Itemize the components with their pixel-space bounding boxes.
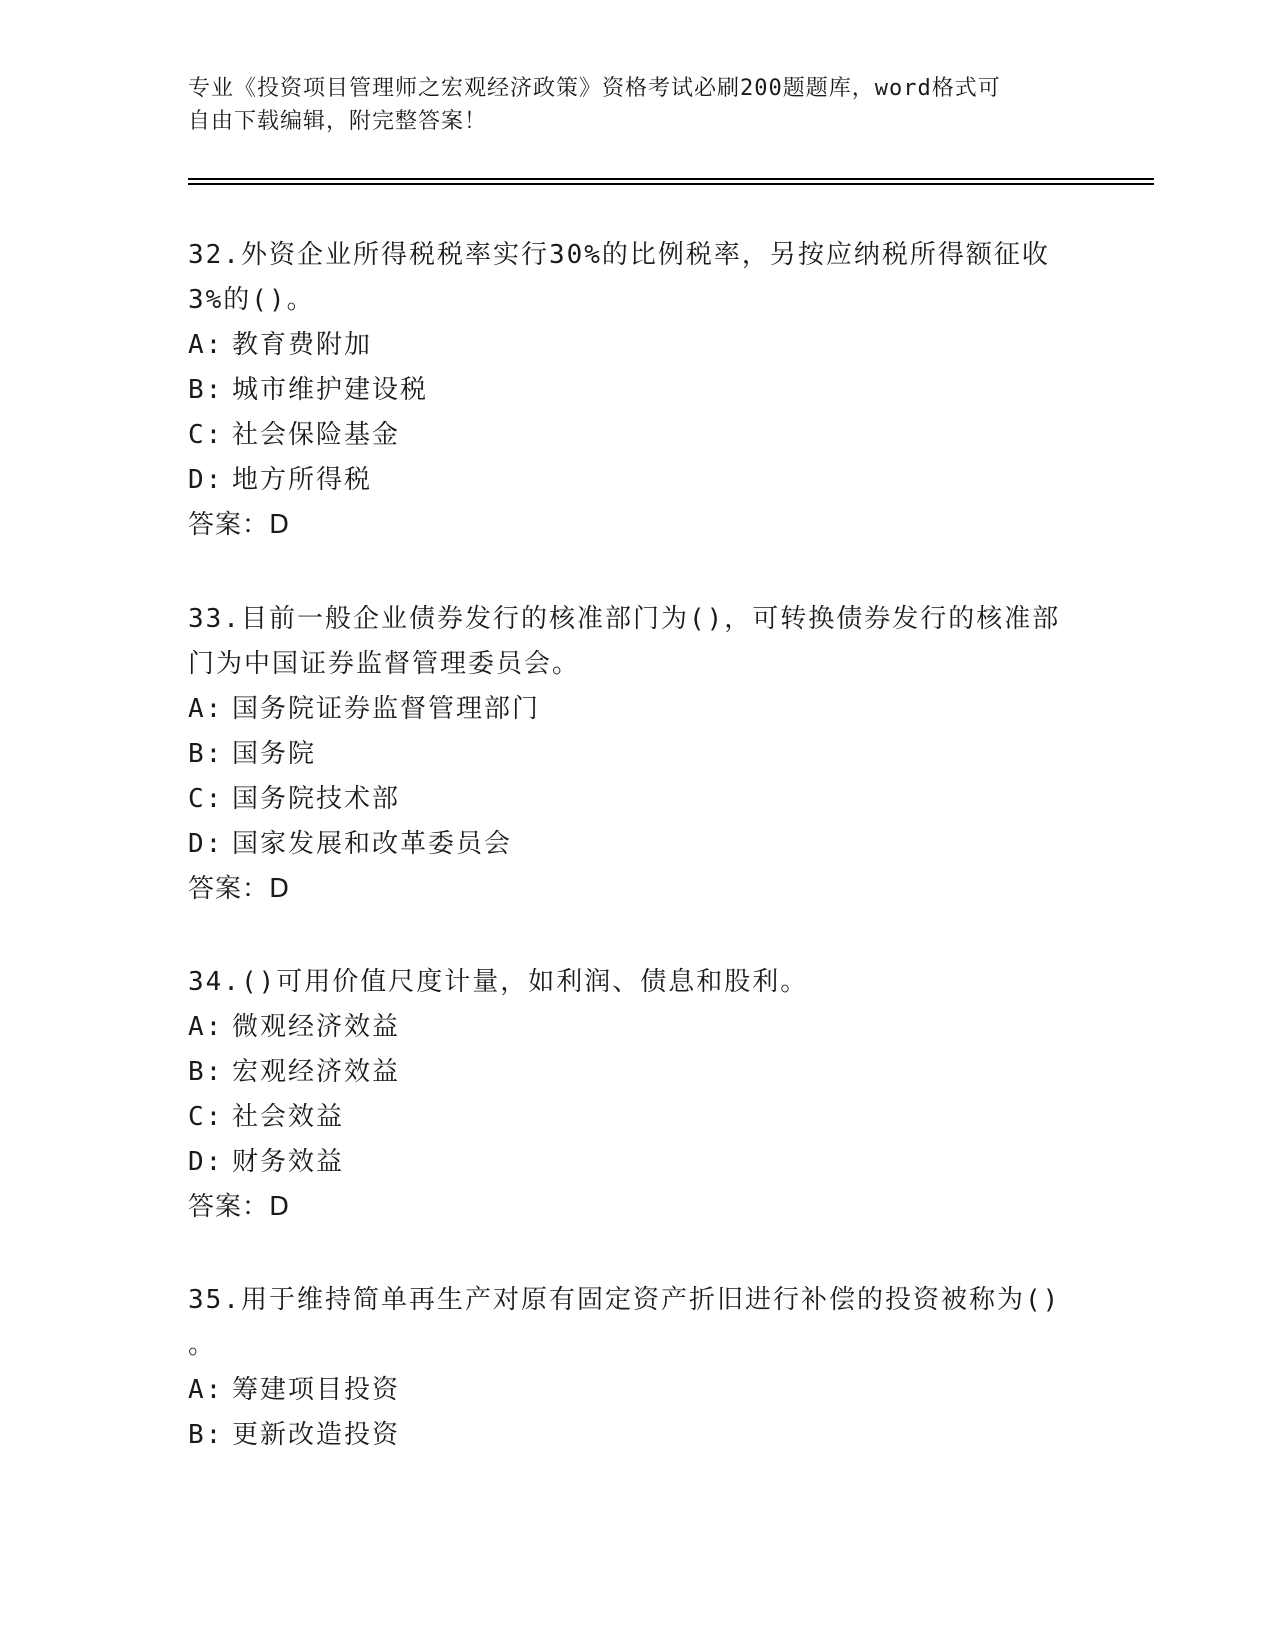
option-text: 筹建项目投资 — [232, 1375, 401, 1405]
option-label: B: — [188, 375, 224, 405]
question-stem-continued: 。 — [188, 1330, 217, 1360]
option-a — [188, 323, 1088, 368]
question-34 — [188, 960, 1088, 1230]
option-label: A: — [188, 1375, 224, 1405]
option-label: D: — [188, 829, 224, 859]
option-label: B: — [188, 739, 224, 769]
option-text: 社会保险基金 — [232, 420, 401, 450]
option-c — [188, 777, 1088, 822]
option-label: C: — [188, 420, 224, 450]
header-divider-bottom — [188, 183, 1154, 185]
option-c — [188, 413, 1088, 458]
header-divider-top — [188, 178, 1154, 180]
option-label: D: — [188, 465, 224, 495]
option-text: 财务效益 — [232, 1147, 345, 1177]
option-text: 国家发展和改革委员会 — [232, 829, 513, 859]
answer: 答案：D — [188, 510, 291, 540]
option-text: 国务院证券监督管理部门 — [232, 694, 541, 724]
question-32 — [188, 233, 1088, 548]
question-stem-continued: 3%的()。 — [188, 285, 315, 315]
question-33 — [188, 597, 1088, 912]
option-label: C: — [188, 1102, 224, 1132]
question-stem: 32.外资企业所得税税率实行30%的比例税率，另按应纳税所得额征收 — [188, 240, 1050, 270]
header-line-2: 自由下载编辑，附完整答案！ — [188, 109, 488, 134]
option-d — [188, 458, 1088, 503]
question-stem: 33.目前一般企业债券发行的核准部门为()，可转换债券发行的核准部 — [188, 604, 1061, 634]
option-a — [188, 1005, 1088, 1050]
option-label: B: — [188, 1420, 224, 1450]
document-header — [188, 72, 1068, 138]
option-text: 宏观经济效益 — [232, 1057, 401, 1087]
option-text: 更新改造投资 — [232, 1420, 401, 1450]
answer: 答案：D — [188, 1192, 291, 1222]
option-a — [188, 687, 1088, 732]
option-text: 城市维护建设税 — [232, 375, 429, 405]
option-b — [188, 368, 1088, 413]
option-b — [188, 732, 1088, 777]
option-text: 社会效益 — [232, 1102, 345, 1132]
option-text: 教育费附加 — [232, 330, 373, 360]
option-text: 国务院 — [232, 739, 317, 769]
option-label: A: — [188, 694, 224, 724]
option-a — [188, 1368, 1088, 1413]
question-stem: 34.()可用价值尺度计量，如利润、债息和股利。 — [188, 967, 809, 997]
answer: 答案：D — [188, 874, 291, 904]
header-line-1: 专业《投资项目管理师之宏观经济政策》资格考试必刷200题题库，word格式可 — [188, 76, 1001, 101]
question-stem: 35.用于维持简单再生产对原有固定资产折旧进行补偿的投资被称为() — [188, 1285, 1061, 1315]
option-text: 国务院技术部 — [232, 784, 401, 814]
option-b — [188, 1413, 1088, 1458]
option-label: B: — [188, 1057, 224, 1087]
option-text: 地方所得税 — [232, 465, 373, 495]
option-d — [188, 822, 1088, 867]
option-c — [188, 1095, 1088, 1140]
option-label: A: — [188, 1012, 224, 1042]
option-label: D: — [188, 1147, 224, 1177]
option-label: C: — [188, 784, 224, 814]
question-35 — [188, 1278, 1088, 1458]
option-text: 微观经济效益 — [232, 1012, 401, 1042]
option-d — [188, 1140, 1088, 1185]
option-label: A: — [188, 330, 224, 360]
question-stem-continued: 门为中国证券监督管理委员会。 — [188, 649, 581, 679]
option-b — [188, 1050, 1088, 1095]
